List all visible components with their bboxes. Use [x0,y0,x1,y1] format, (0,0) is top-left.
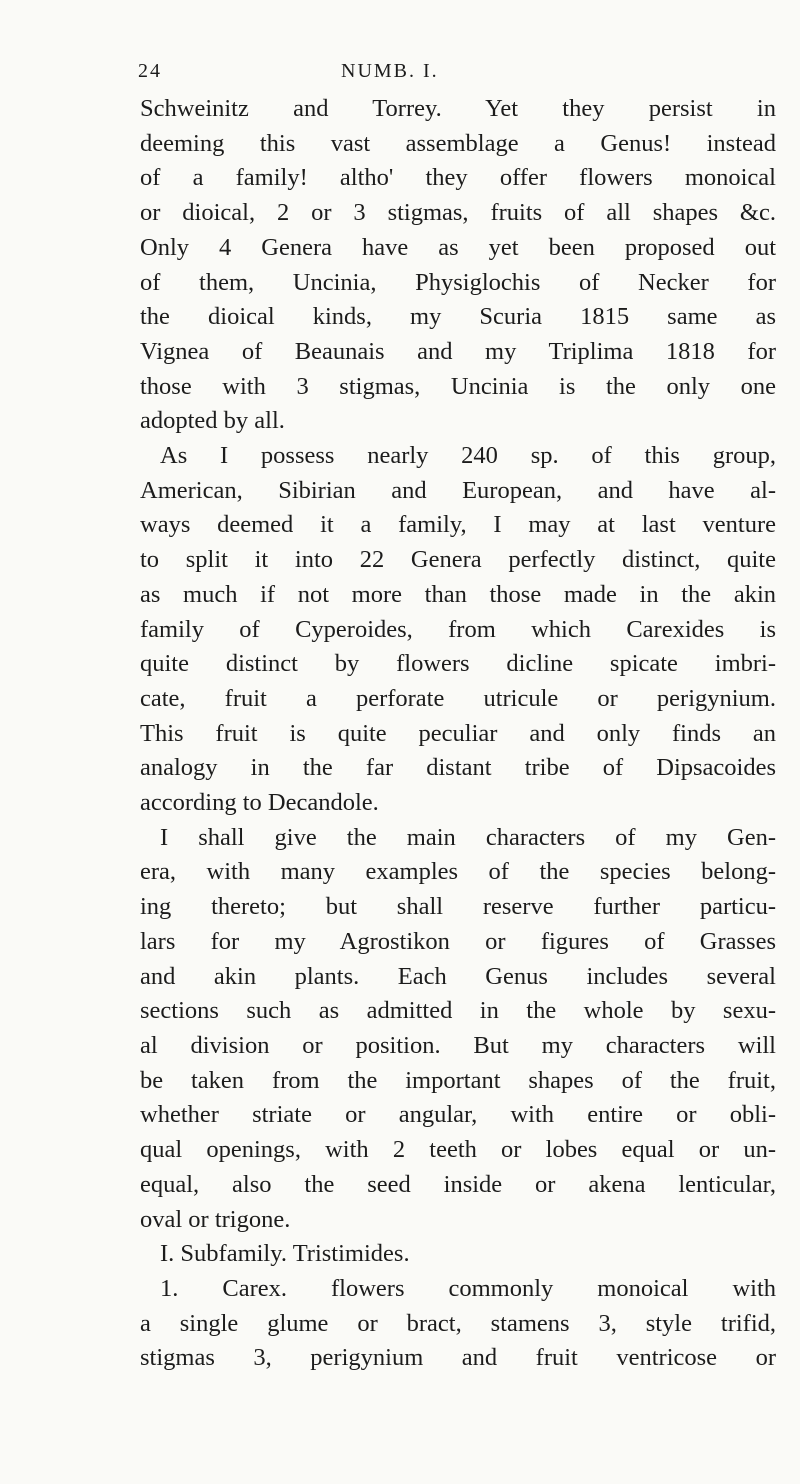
text-line: qual openings, with 2 teeth or lobes equal or un- [140,1136,776,1164]
page-number: 24 [138,60,162,82]
text-line: cate, fruit a perforate utricule or perigynium. [140,684,776,712]
page-header [138,60,698,88]
text-line: ways deemed it a family, I may at last venture [140,511,776,539]
text-line: deeming this vast assemblage a Genus! instead [140,129,776,157]
running-title: NUMB. I. [341,60,439,82]
text-line: Only 4 Genera have as yet been proposed out [140,233,776,261]
text-line: As I possess nearly 240 sp. of this group, [160,442,776,470]
text-line: whether striate or angular, with entire or obli- [140,1101,776,1129]
text-line: quite distinct by flowers dicline spicate imbri- [140,650,776,678]
text-line: sections such as admitted in the whole by sexu- [140,997,776,1025]
text-line: stigmas 3, perigynium and fruit ventricose or [140,1344,776,1372]
text-line: lars for my Agrostikon or figures of Grasses [140,927,776,955]
text-line: to split it into 22 Genera perfectly distinct, quite [140,546,776,574]
text-line: the dioical kinds, my Scuria 1815 same as [140,303,776,331]
text-line: This fruit is quite peculiar and only finds an [140,719,776,747]
text-line: oval or trigone. [140,1205,291,1233]
text-line: according to Decandole. [140,789,379,817]
text-line: family of Cyperoides, from which Carexides is [140,615,776,643]
text-line: Schweinitz and Torrey. Yet they persist in [140,95,776,122]
text-line: be taken from the important shapes of the fruit, [140,1066,776,1094]
text-line: ing thereto; but shall reserve further particu- [140,893,776,921]
text-line: al division or position. But my characters will [140,1031,776,1059]
genus-entry: 1. Carex. flowers commonly monoical with [160,1274,776,1302]
text-line: adopted by all. [140,407,285,435]
text-line: American, Sibirian and European, and have al- [140,476,776,504]
text-line: equal, also the seed inside or akena lenticular, [140,1170,776,1198]
text-line: analogy in the far distant tribe of Dipsacoides [140,754,776,782]
text-line: of them, Uncinia, Physiglochis of Necker for [140,268,776,296]
text-line: a single glume or bract, stamens 3, style trifid, [140,1309,776,1337]
text-line: Vignea of Beaunais and my Triplima 1818 for [140,337,776,365]
text-line: as much if not more than those made in the akin [140,580,776,608]
subfamily-heading: I. Subfamily. Tristimides. [160,1240,410,1268]
text-line: I shall give the main characters of my Gen- [160,823,776,851]
body-text [140,92,776,1376]
text-line: or dioical, 2 or 3 stigmas, fruits of all shapes &c. [140,199,776,227]
text-line: of a family! altho' they offer flowers monoical [140,164,776,192]
text-line: era, with many examples of the species belong- [140,858,776,886]
text-line: and akin plants. Each Genus includes several [140,962,776,990]
text-line: those with 3 stigmas, Uncinia is the only one [140,372,776,400]
